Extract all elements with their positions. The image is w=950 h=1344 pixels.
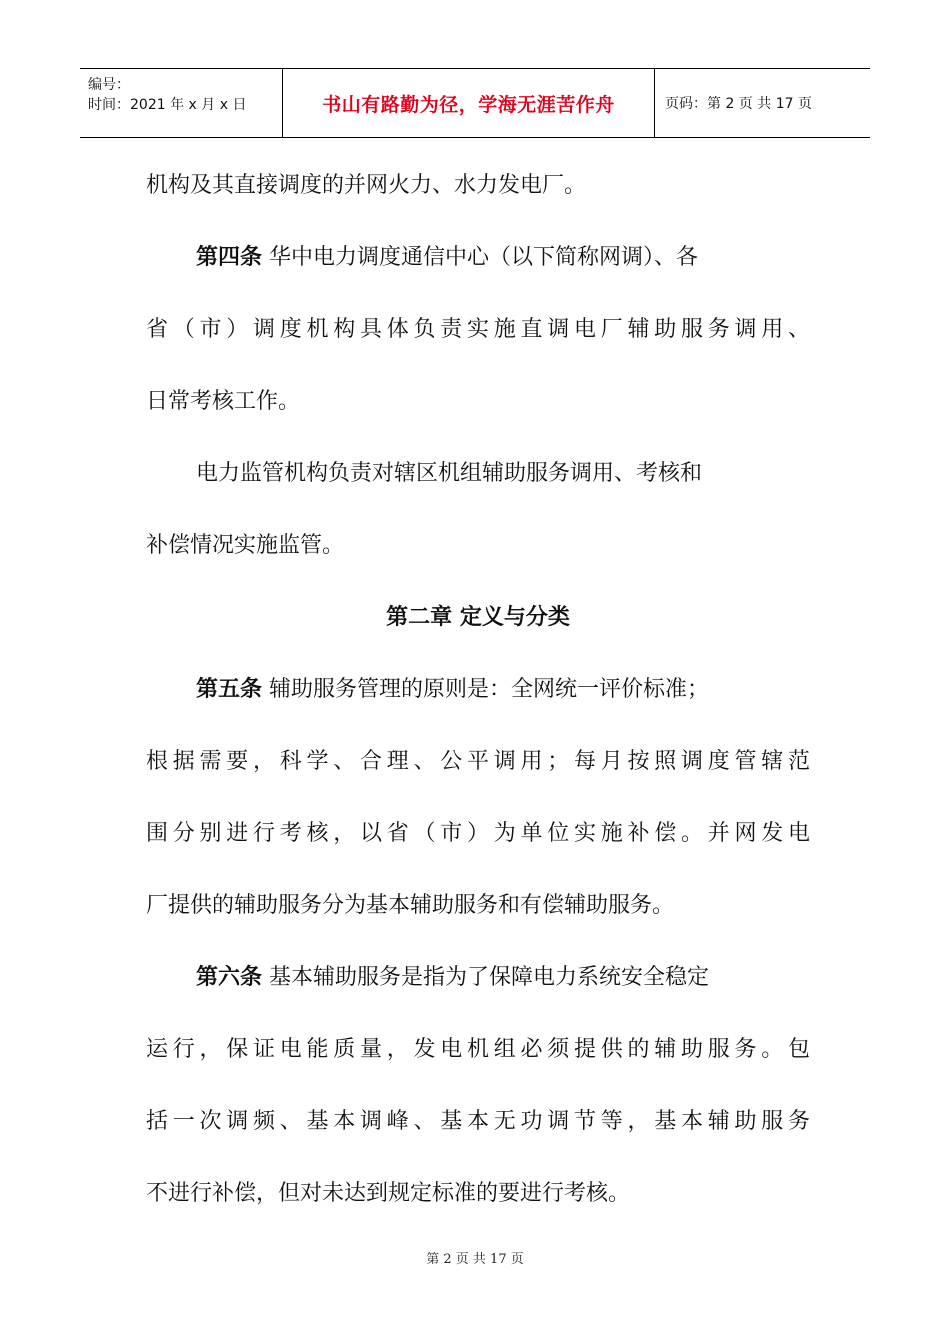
paragraph-line: 机构及其直接调度的并网火力、水力发电厂。	[146, 173, 587, 198]
article-6-line-1	[146, 942, 810, 1014]
article-5-line-3: 围分别进行考核，以省（市）为单位实施补偿。并网发电	[146, 821, 810, 846]
article-6-line-4: 不进行补偿，但对未达到规定标准的要进行考核。	[146, 1181, 631, 1206]
article-5-line-2: 根据需要，科学、合理、公平调用；每月按照调度管辖范	[146, 749, 810, 774]
document-number-label: 编号：	[88, 77, 130, 93]
header-page-info: 页码：第 2 页 共 17 页	[665, 96, 812, 112]
article-6-text: 基本辅助服务是指为了保障电力系统安全稳定	[262, 965, 710, 990]
article-5-line-4: 厂提供的辅助服务分为基本辅助服务和有偿辅助服务。	[146, 893, 675, 918]
article-5-line-1	[146, 654, 810, 726]
article-4-line-3: 日常考核工作。	[146, 389, 301, 414]
paragraph-2-line-1: 电力监管机构负责对辖区机组辅助服务调用、考核和	[196, 461, 703, 486]
article-5-text: 辅助服务管理的原则是：全网统一评价标准；	[262, 677, 710, 702]
document-time-label: 时间：2021 年 x 月 x 日	[88, 97, 247, 113]
article-4-text: 华中电力调度通信中心（以下简称网调）、各	[262, 245, 699, 270]
article-6-line-2: 运行，保证电能质量，发电机组必须提供的辅助服务。包	[146, 1037, 810, 1062]
paragraph-2-line-2: 补偿情况实施监管。	[146, 533, 345, 558]
chapter-heading: 第二章 定义与分类	[386, 605, 570, 630]
article-4-line-1	[146, 222, 810, 294]
article-4-title: 第四条	[196, 245, 263, 270]
page-header	[80, 68, 870, 138]
article-4-line-2: 省（市）调度机构具体负责实施直调电厂辅助服务调用、	[146, 317, 810, 342]
page-footer: 第 2 页 共 17 页	[426, 1252, 524, 1267]
header-meta	[80, 69, 283, 137]
header-motto: 书山有路勤为径，学海无涯苦作舟	[283, 69, 655, 137]
article-6-title: 第六条	[196, 965, 263, 990]
document-body	[146, 150, 810, 1230]
article-6-line-3: 括一次调频、基本调峰、基本无功调节等，基本辅助服务	[146, 1109, 810, 1134]
article-5-title: 第五条	[196, 677, 263, 702]
